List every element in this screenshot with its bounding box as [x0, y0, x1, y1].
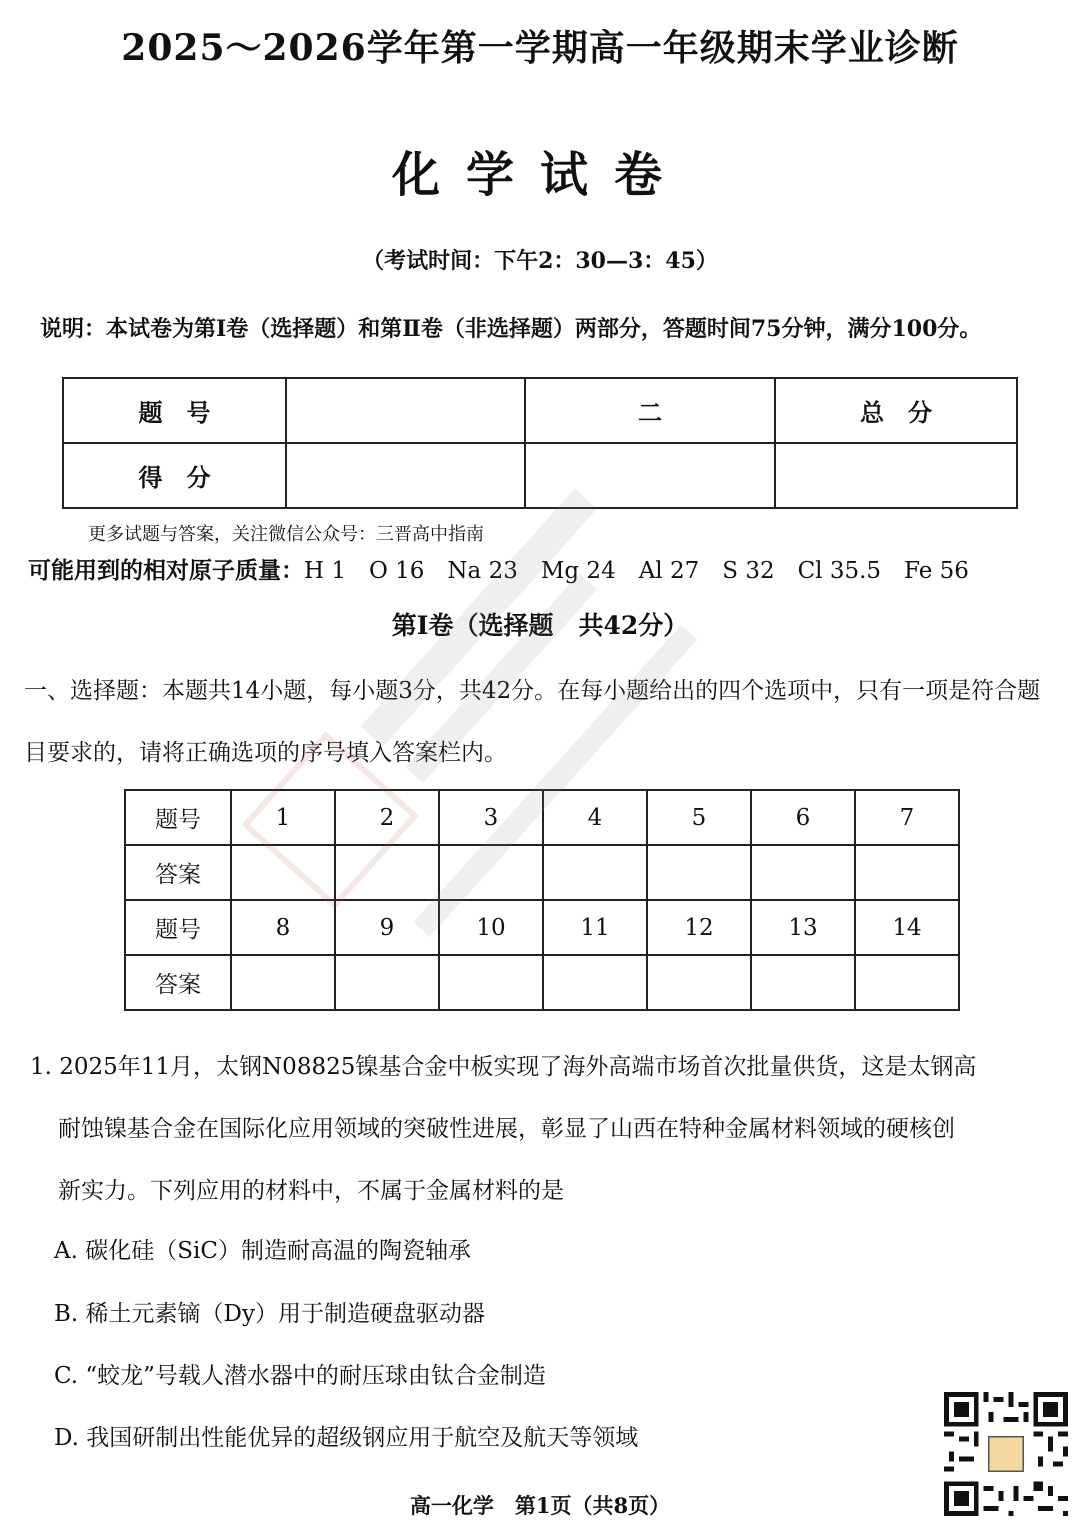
question-number-cell: 13: [751, 900, 855, 955]
question-number-cell: 9: [335, 900, 439, 955]
section-title: 第Ⅰ卷（选择题 共42分）: [391, 611, 689, 640]
answer-cell[interactable]: [439, 955, 543, 1010]
answer-cell[interactable]: [543, 845, 647, 900]
question-number-label: 题号: [125, 790, 231, 845]
question-1-line: 1. 2025年11月，太钢N08825镍基合金中板实现了海外高端市场首次批量供货，这是太钢高: [30, 1054, 977, 1080]
paper-title: 化学试卷: [391, 147, 688, 203]
atomic-masses-values: H 1 O 16 Na 23 Mg 24 Al 27 S 32 Cl 35.5 Fe 56: [304, 558, 969, 584]
question-number-label: 题号: [125, 900, 231, 955]
answer-cell[interactable]: [751, 955, 855, 1010]
answer-cell[interactable]: [335, 845, 439, 900]
section-instruction: 一、选择题：本题共14小题，每小题3分，共42分。在每小题给出的四个选项中，只有一项是符合题目要求的，请将正确选项的序号填入答案栏内。: [24, 678, 1041, 766]
option-d: D. 我国研制出性能优异的超级钢应用于航空及航天等领域: [54, 1425, 639, 1451]
question-number-cell: 6: [751, 790, 855, 845]
atomic-masses-label: 可能用到的相对原子质量：: [28, 557, 304, 584]
score-table: [62, 377, 1018, 509]
question-number-cell: 2: [335, 790, 439, 845]
answer-label: 答案: [125, 845, 231, 900]
question-1-stem: [30, 1036, 1060, 1222]
answer-table-row: [125, 900, 959, 955]
question-number-cell: 14: [855, 900, 959, 955]
answer-cell[interactable]: [751, 845, 855, 900]
exam-time: （考试时间：下午2：30—3：45）: [362, 248, 718, 274]
question-number-cell: 1: [231, 790, 335, 845]
question-number-cell: 11: [543, 900, 647, 955]
question-1-line: 耐蚀镍基合金在国际化应用领域的突破性进展，彰显了山西在特种金属材料领域的硬核创: [58, 1116, 955, 1142]
answer-cell[interactable]: [231, 845, 335, 900]
question-number-cell: 5: [647, 790, 751, 845]
answer-cell[interactable]: [439, 845, 543, 900]
score-blank-cell: [286, 443, 525, 508]
option-c: C. “蛟龙”号载人潜水器中的耐压球由钛合金制造: [54, 1363, 546, 1389]
question-number-cell: 12: [647, 900, 751, 955]
answer-label: 答案: [125, 955, 231, 1010]
question-number-cell: 3: [439, 790, 543, 845]
score-table-row: [63, 443, 1017, 508]
score-blank-cell: [525, 443, 775, 508]
option-a: A. 碳化硅（SiC）制造耐高温的陶瓷轴承: [54, 1238, 471, 1264]
question-1-line: 新实力。下列应用的材料中，不属于金属材料的是: [58, 1178, 564, 1204]
answer-cell[interactable]: [335, 955, 439, 1010]
score-blank-cell: [775, 443, 1017, 508]
score-table-row: [63, 378, 1017, 443]
answer-cell[interactable]: [543, 955, 647, 1010]
answer-cell[interactable]: [647, 845, 751, 900]
option-b: B. 稀土元素镝（Dy）用于制造硬盘驱动器: [54, 1301, 485, 1327]
question-number-cell: 10: [439, 900, 543, 955]
score-header-cell: [286, 378, 525, 443]
question-number-cell: 7: [855, 790, 959, 845]
instructions-note: 说明：本试卷为第Ⅰ卷（选择题）和第Ⅱ卷（非选择题）两部分，答题时间75分钟，满分100分。: [40, 316, 982, 342]
question-number-cell: 4: [543, 790, 647, 845]
answer-table-row: [125, 845, 959, 900]
answer-table-row: [125, 955, 959, 1010]
score-header-cell: 总 分: [775, 378, 1017, 443]
answer-cell[interactable]: [647, 955, 751, 1010]
answer-cell[interactable]: [855, 955, 959, 1010]
promo-text: 更多试题与答案，关注微信公众号：三晋高中指南: [88, 524, 484, 545]
question-number-cell: 8: [231, 900, 335, 955]
answer-table: [124, 789, 960, 1011]
exam-header-title: 2025～2026学年第一学期高一年级期末学业诊断: [121, 27, 959, 69]
atomic-masses: [28, 552, 969, 585]
answer-cell[interactable]: [855, 845, 959, 900]
score-header-cell: 题 号: [63, 378, 286, 443]
score-label-cell: 得 分: [63, 443, 286, 508]
score-header-cell: 二: [525, 378, 775, 443]
answer-table-row: [125, 790, 959, 845]
answer-cell[interactable]: [231, 955, 335, 1010]
page-footer: 高一化学 第1页（共8页）: [409, 1493, 671, 1518]
qr-code-icon: [944, 1392, 1068, 1516]
